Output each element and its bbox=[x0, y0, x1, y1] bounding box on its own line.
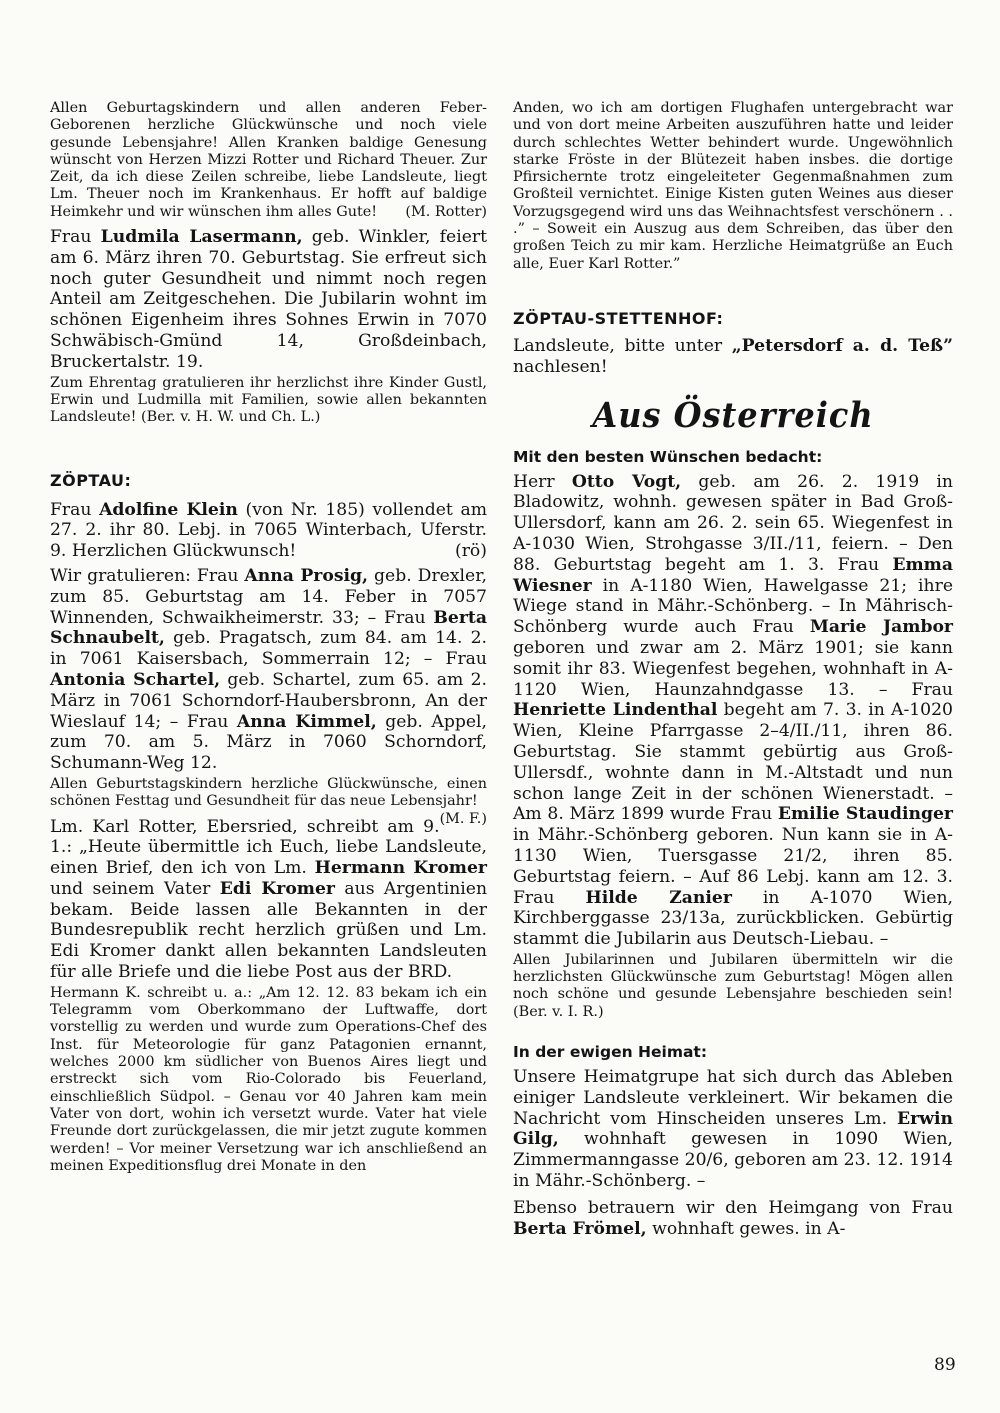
heading-besten-wuenschen: Mit den besten Wünschen bedacht: bbox=[513, 447, 823, 466]
jubilare-wishes-paragraph: Allen Jubilarinnen und Jubilaren übermitteln wir die herzlichsten Glückwünsche zum Geburtstag! Mögen allen noch schöne und gesunde Lebensjahre beschieden sein! (Ber. v. I. R.) bbox=[513, 951, 953, 1020]
geburtstag-wishes-paragraph: Allen Geburtstagskindern herzliche Glückwünsche, einen schönen Festtag und Gesundheit für das neue Lebensjahr! (M. F.) bbox=[50, 775, 487, 827]
heading-aus-oesterreich: Aus Österreich bbox=[592, 394, 874, 436]
heading-ewige-heimat: In der ewigen Heimat: bbox=[513, 1043, 708, 1062]
gilg-paragraph: Unsere Heimatgrupe hat sich durch das Ableben einiger Landsleute verkleinert. Wir bekamen die Nachricht vom Hinscheiden unseres Lm. Erwin Gilg, wohnhaft gewesen in 1090 Wien, Zimmermanngasse 20/6, geboren am 23. 12. 1914 in Mähr.-Schönberg. – bbox=[513, 1067, 953, 1192]
right-column bbox=[513, 100, 953, 1239]
birthday-greeting-paragraph: Allen Geburtagskindern und allen anderen Feber-Geborenen herzliche Glückwünsche und noch viele gesunde Lebensjahre! Allen Kranken baldige Genesung wünscht von Herzen Mizzi Rotter und Richard Theuer. Zur Zeit, da ich diese Zeilen schreibe, liebe Landsleute, liegt Lm. Theuer noch im Krankenhaus. Er hofft auf baldige Heimkehr und wir wünschen ihm alles Gute! (M. Rotter) bbox=[50, 100, 487, 220]
letter-continuation-paragraph: Anden, wo ich am dortigen Flughafen untergebracht war und von dort meine Arbeiten auszuführen hatte und leider durch schlechtes Wetter behindert wurde. Ungewöhnlich starke Fröste in der Blütezeit haben insbes. die dortige Pfirsichernte trotz eingeleiteter Gegenmaßnahmen zum Großteil vernichtet. Einige Kisten guten Weines aus dieser Vorzugsgegend wird uns das Weihnachtsfest verschönern . . .” – Soweit ein Auszug aus dem Schreiben, das über den großen Teich zu mir kam. Herzliche Heimatgrüße an Euch alle, Euer Karl Rotter.” bbox=[513, 100, 953, 272]
signature-m-rotter: (M. Rotter) bbox=[405, 203, 487, 220]
heading-zoeptau-stettenhof: ZÖPTAU-STETTENHOF: bbox=[513, 308, 724, 328]
signature-mf: (M. F.) bbox=[439, 810, 487, 827]
signature-roe: (rö) bbox=[455, 541, 487, 562]
stettenhof-paragraph: Landsleute, bitte unter „Petersdorf a. d. Teß” nachlesen! bbox=[513, 335, 953, 377]
left-column bbox=[50, 100, 487, 1175]
page-number: 89 bbox=[934, 1355, 956, 1375]
klein-paragraph: Frau Adolfine Klein (von Nr. 185) vollendet am 27. 2. ihr 80. Lebj. in 7065 Winterbach, Uferstr. 9. Herzlichen Glückwunsch! (rö) bbox=[50, 499, 487, 562]
kromer-letter-paragraph: Hermann K. schreibt u. a.: „Am 12. 12. 83 bekam ich ein Telegramm vom Oberkommano der Luftwaffe, dort vorstellig zu werden und wurde zum Operations-Chef des Inst. für Meteorologie für ganz Patagonien ernannt, welches 2000 km südlicher von Buenos Aires liegt und erstreckt sich vom Rio-Colorado bis Feuerland, einschließlich Südpol. – Genau vor 40 Jahren kam mein Vater von dort, wohin ich versetzt wurde. Vater hat viele Freunde dort zurückgelassen, die mir jetzt zugute kommen werden! – Vor meiner Versetzung war ich anschließend an meinen Expeditionsflug drei Monate in den bbox=[50, 984, 487, 1174]
heading-zoeptau: ZÖPTAU: bbox=[50, 470, 132, 490]
froemel-paragraph: Ebenso betrauern wir den Heimgang von Frau Berta Frömel, wohnhaft gewes. in A- bbox=[513, 1197, 953, 1239]
lasermann-paragraph: Frau Ludmila Lasermann, geb. Winkler, feiert am 6. März ihren 70. Geburtstag. Sie erfreut sich noch guter Gesundheit und nimmt noch regen Anteil am Zeitgeschehen. Die Jubilarin wohnt im schönen Eigenheim ihres Sohnes Erwin in 7070 Schwäbisch-Gmünd 14, Großdeinbach, Bruckertalstr. 19. bbox=[50, 227, 487, 372]
gratulation-paragraph: Wir gratulieren: Frau Anna Prosig, geb. Drexler, zum 85. Geburtstag am 14. Feber in 7057 Winnenden, Schwaikheimerstr. 33; – Frau Berta Schnaubelt, geb. Pragatsch, zum 84. am 14. 2. in 7061 Kaisersbach, Sommerrain 12; – Frau Antonia Schartel, geb. Schartel, zum 65. am 2. März in 7061 Schorndorf-Haubersbronn, An der Wieslauf 14; – Frau Anna Kimmel, geb. Appel, zum 70. am 5. März in 7060 Schorndorf, Schumann-Weg 12. bbox=[50, 565, 488, 774]
lasermann-congrats: Zum Ehrentag gratulieren ihr herzlichst ihre Kinder Gustl, Erwin und Ludmilla mit Familien, sowie allen bekannten Landsleute! (Ber. v. H. W. und Ch. L.) bbox=[50, 374, 487, 426]
austria-birthdays-paragraph: Herr Otto Vogt, geb. am 26. 2. 1919 in Bladowitz, wohnh. gewesen später in Bad Groß-Ullersdorf, kann am 26. 2. sein 65. Wiegenfest in A-1030 Wien, Strohgasse 3/II./11, feiern. – Den 88. Geburtstag begeht am 1. 3. Frau Emma Wiesner in A-1180 Wien, Hawelgasse 21; ihre Wiege stand in Mähr.-Schönberg. – In Mährisch-Schönberg wurde auch Frau Marie Jambor geboren und zwar am 2. März 1901; sie kann somit ihr 83. Wiegenfest begehen, wohnhaft in A-1120 Wien, Haunzahndgasse 13. – Frau Henriette Lindenthal begeht am 7. 3. in A-1020 Wien, Kleine Pfarrgasse 2–4/II./11, ihren 86. Geburtstag. Sie stammt gebürtig aus Groß-Ullersdf., wohnte dann in M.-Altstadt und nun schon lange Zeit in der schönen Wienerstadt. – Am 8. März 1899 wurde Frau Emilie Staudinger in Mähr.-Schönberg geboren. Nun kann sie in A-1130 Wien, Tuersgasse 21/2, ihren 85. Geburtstag feiern. – Auf 86 Lebj. kann am 12. 3. Frau Hilde Zanier in A-1070 Wien, Kirchberggasse 23/13a, zurückblicken. Gebürtig stammt die Jubilarin aus Deutsch-Liebau. – bbox=[513, 471, 954, 950]
rotter-letter-paragraph: Lm. Karl Rotter, Ebersried, schreibt am 9. 1.: „Heute übermittle ich Euch, liebe Landsleute, einen Brief, den ich von Lm. Hermann Kromer und seinem Vater Edi Kromer aus Argentinien bekam. Beide lassen alle Bekannten in der Bundesrepublik recht herzlich grüßen und Lm. Edi Kromer dankt allen bekannten Landsleuten für alle Briefe und die liebe Post aus der BRD. bbox=[50, 816, 488, 983]
